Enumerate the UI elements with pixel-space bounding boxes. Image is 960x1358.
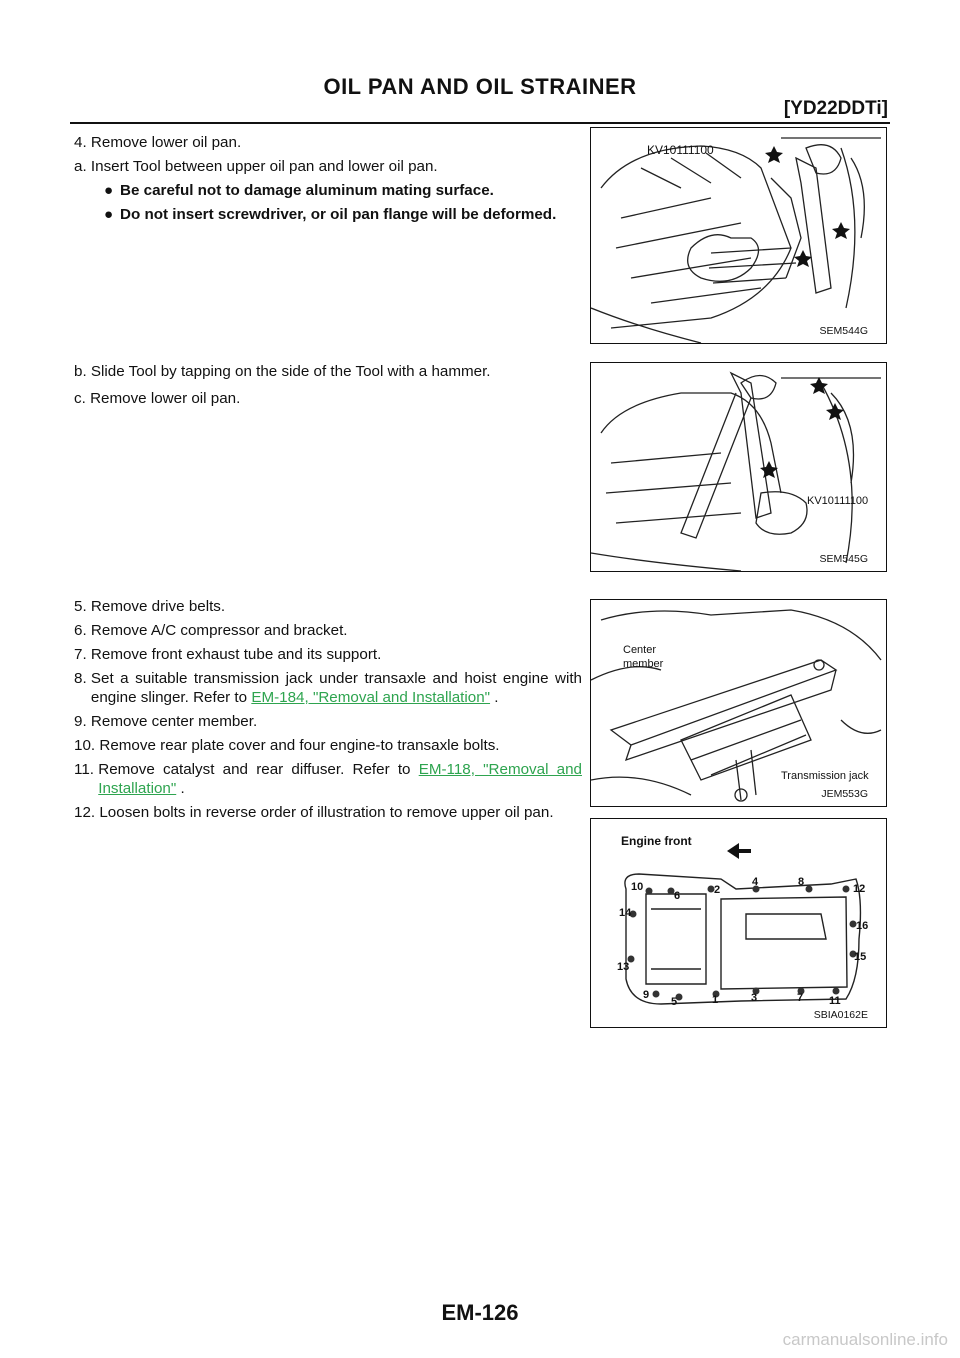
step-text: Loosen bolts in reverse order of illustration to remove upper oil pan. (99, 804, 554, 821)
step-number: 4. (74, 134, 87, 151)
step-text (91, 669, 582, 707)
bolt-number: 2 (714, 884, 721, 896)
step-number: 10. (74, 737, 96, 754)
step-b (74, 362, 582, 381)
step-text: Remove lower oil pan. (90, 390, 241, 407)
step-text (98, 760, 582, 798)
step-text: Remove drive belts. (90, 598, 226, 615)
illustration-oil-pan-tool-insert (591, 128, 886, 343)
figure-code: SBIA0162E (813, 1009, 868, 1021)
step-8 (74, 669, 582, 707)
watermark: carmanualsonline.info (782, 1330, 948, 1349)
step-9 (74, 712, 582, 731)
caution-bullet (104, 181, 582, 200)
transmission-jack-label: Transmission jack (781, 770, 869, 782)
step-c (74, 389, 582, 408)
section-remove-lower-oil-pan (74, 133, 582, 229)
figure-slide-tool (590, 362, 887, 572)
step-12 (74, 803, 582, 822)
figure-insert-tool (590, 127, 887, 344)
step-number: 6. (74, 622, 87, 639)
bolt-number: 11 (829, 995, 841, 1007)
step-text: Remove lower oil pan. (90, 134, 242, 151)
bolt-number: 7 (797, 992, 804, 1004)
tool-number-label: KV10111100 (647, 143, 714, 157)
step-number: b. (74, 363, 87, 380)
step-a (74, 157, 582, 176)
bolt-number: 8 (798, 876, 805, 888)
step-text-part: Remove catalyst and rear diffuser. Refer to (98, 761, 419, 778)
bullet-icon: ● (104, 206, 114, 223)
bolt-number: 14 (619, 907, 632, 919)
step-6 (74, 621, 582, 640)
figure-code: SEM545G (819, 553, 868, 565)
bullet-icon: ● (104, 182, 114, 199)
figure-bolt-order (590, 818, 887, 1028)
model-code: [YD22DDTi] (783, 98, 888, 119)
step-text: Remove rear plate cover and four engine-to transaxle bolts. (99, 737, 500, 754)
page-title: OIL PAN AND OIL STRAINER (323, 74, 637, 99)
bolt-number: 3 (751, 992, 758, 1004)
step-number: 11. (74, 761, 94, 778)
center-label-line1: Center (623, 644, 657, 656)
step-number: 7. (74, 646, 87, 663)
bullet-text: Do not insert screwdriver, or oil pan flange will be deformed. (120, 206, 557, 223)
bolt-number: 1 (712, 994, 719, 1006)
step-number: 8. (74, 670, 87, 687)
step-10 (74, 736, 582, 755)
step-text: Insert Tool between upper oil pan and lower oil pan. (90, 158, 438, 175)
bolt-number: 4 (752, 876, 759, 888)
step-text-part: . (176, 780, 185, 797)
figure-code: JEM553G (821, 788, 868, 800)
step-5 (74, 597, 582, 616)
step-text-part: Set a suitable transmission jack under transaxle and hoist engine with engine slinger. Refer to (90, 670, 582, 706)
bolt-number: 5 (671, 996, 678, 1008)
header-divider (70, 122, 890, 124)
caution-bullet (104, 205, 582, 224)
section-slide-tool (74, 362, 582, 413)
bolt-number: 9 (643, 989, 650, 1001)
page-number: EM-126 (441, 1300, 519, 1325)
tool-number-label: KV10111100 (807, 495, 869, 507)
figure-code: SEM544G (819, 325, 868, 337)
step-text: Remove front exhaust tube and its support. (90, 646, 382, 663)
step-4 (74, 133, 582, 152)
step-number: 9. (74, 713, 87, 730)
link-em-184[interactable]: EM-184, "Removal and Installation" (251, 689, 491, 706)
step-text: Remove A/C compressor and bracket. (90, 622, 348, 639)
step-text: Remove center member. (90, 713, 258, 730)
bullet-text: Be careful not to damage aluminum mating surface. (120, 182, 494, 199)
step-text-part: . (490, 689, 499, 706)
step-number: 5. (74, 598, 87, 615)
engine-front-label: Engine front (621, 834, 692, 848)
step-11 (74, 760, 582, 798)
center-label-line2: member (623, 658, 664, 670)
step-7 (74, 645, 582, 664)
step-text: Slide Tool by tapping on the side of the Tool with a hammer. (90, 363, 491, 380)
figure-center-member (590, 599, 887, 807)
bolt-number: 15 (854, 951, 867, 963)
arrow-icon (727, 843, 751, 859)
bolt-number: 13 (617, 961, 630, 973)
bolt-number: 10 (631, 881, 644, 893)
illustration-upper-oil-pan-bolts (591, 819, 886, 1027)
illustration-hammer-tapping (591, 363, 886, 571)
step-number: c. (74, 390, 86, 407)
link-em-118[interactable]: EM-118, "Removal and Installation" (98, 761, 582, 797)
step-number: a. (74, 158, 87, 175)
bolt-number: 6 (674, 890, 681, 902)
section-remove-upper-oil-pan (74, 597, 582, 827)
bolt-number: 16 (856, 920, 869, 932)
bolt-number: 12 (853, 883, 866, 895)
step-number: 12. (74, 804, 96, 821)
